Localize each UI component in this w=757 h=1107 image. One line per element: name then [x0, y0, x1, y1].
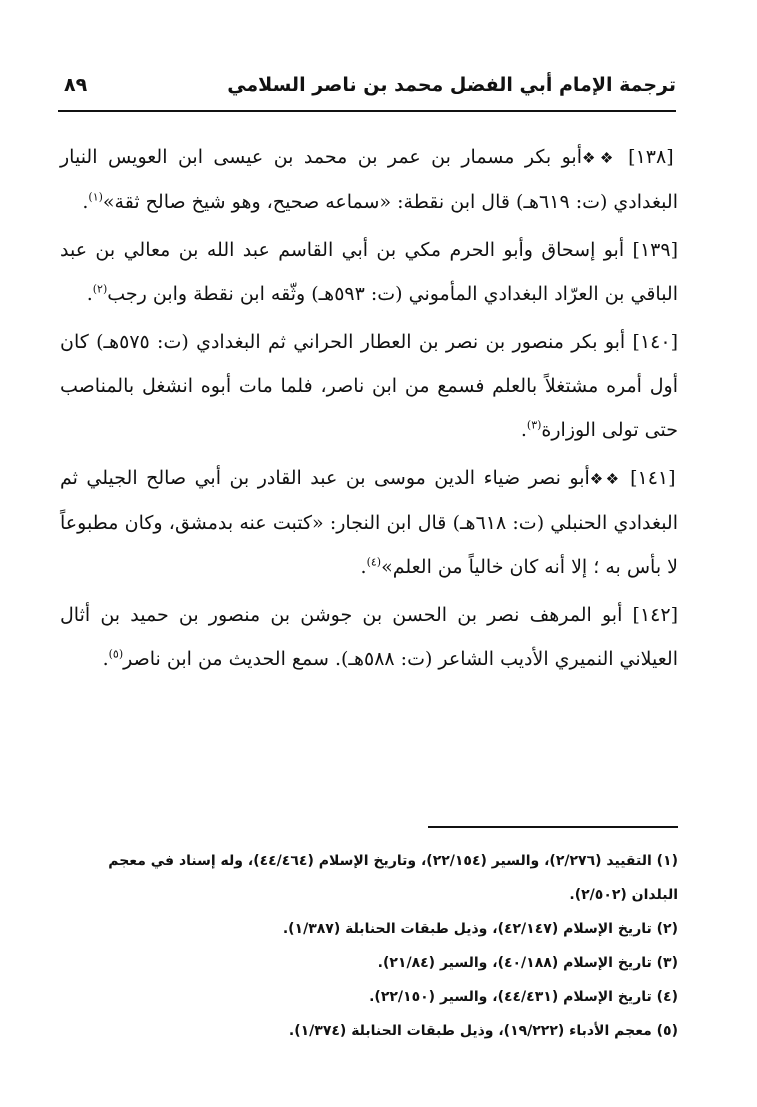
- entry-text: أبو بكر مسمار بن عمر بن محمد بن عيسى ابن العويس النيار البغدادي (ت: ٦١٩هـ) قال ابن نقطة: «سماعه صحيح، وهو شيخ صالح ثقة»: [60, 146, 678, 213]
- footnote-4: (٤) تاريخ الإسلام (٤٤/٤٣١)، والسير (٢٢/١٥٠).: [369, 989, 678, 1005]
- footnote-ref: (٥): [108, 647, 124, 661]
- footnote-ref: (٣): [526, 418, 542, 432]
- entry-140: [60, 320, 678, 452]
- entry-number: [١٤٢]: [632, 604, 679, 626]
- entry-tail: .: [520, 419, 527, 441]
- entry-tail: .: [102, 648, 109, 670]
- footnote-ref: (٢): [92, 282, 108, 296]
- footnote-3: (٣) تاريخ الإسلام (٤٠/١٨٨)، والسير (٢١/٨٤).: [377, 955, 678, 971]
- entry-tail: .: [82, 191, 89, 213]
- entry-number: [١٤١]: [630, 467, 676, 489]
- entry-139: [60, 228, 678, 316]
- footnote-divider: [428, 826, 678, 828]
- entry-141: [60, 456, 678, 589]
- entry-number: [١٤٠]: [632, 331, 678, 353]
- entries-section: [60, 135, 678, 685]
- header-title: ترجمة الإمام أبي الفضل محمد بن ناصر السلامي: [227, 74, 676, 96]
- entry-number: [١٣٨]: [628, 146, 674, 168]
- entry-text: أبو المرهف نصر بن الحسن بن جوشن بن منصور بن حميد بن أثال العيلاني النميري الأديب الشاعر (ت: ٥٨٨هـ). سمع الحديث من ابن ناصر: [60, 604, 678, 670]
- footnote-5: (٥) معجم الأدباء (١٩/٢٢٢)، وذيل طبقات الحنابلة (١/٣٧٤).: [288, 1023, 678, 1039]
- entry-text: أبو بكر منصور بن نصر بن العطار الحراني ثم البغدادي (ت: ٥٧٥هـ) كان أول أمره مشتغلاً بالعلم فسمع من ابن ناصر، فلما مات أبوه انشغل بالمناصب حتى تولى الوزارة: [60, 331, 678, 441]
- page-number: ٨٩: [64, 74, 88, 96]
- running-header: [58, 72, 676, 112]
- entry-number: [١٣٩]: [632, 239, 678, 261]
- entry-text: أبو نصر ضياء الدين موسى بن عبد القادر بن أبي صالح الجيلي ثم البغدادي الحنبلي (ت: ٦١٨هـ) قال ابن النجار: «كتبت عنه بدمشق، وكان مطبوعاً لا بأس به ؛ إلا أنه كان خالياً من العلم»: [60, 467, 678, 578]
- entry-138: [60, 135, 678, 224]
- entry-142: [60, 593, 678, 681]
- diamond-marker: ❖❖: [589, 470, 622, 488]
- entry-text: أبو إسحاق وأبو الحرم مكي بن أبي القاسم عبد الله بن معالي بن عبد الباقي بن العرّاد البغدادي المأموني (ت: ٥٩٣هـ) وثّقه ابن نقطة وابن رجب: [60, 239, 678, 305]
- entry-tail: .: [86, 283, 93, 305]
- footnote-2: (٢) تاريخ الإسلام (٤٢/١٤٧)، وذيل طبقات الحنابلة (١/٣٨٧).: [282, 921, 678, 937]
- footnotes-section: [60, 844, 678, 1048]
- entry-tail: .: [360, 556, 367, 578]
- footnote-ref: (٤): [366, 555, 382, 569]
- footnote-ref: (١): [88, 190, 103, 204]
- diamond-marker: ❖❖: [581, 149, 618, 167]
- footnote-1: (١) التقييد (٢/٢٧٦)، والسير (٢٢/١٥٤)، وتاريخ الإسلام (٤٤/٤٦٤)، وله إسناد في معجم البلدان (٢/٥٠٢).: [108, 853, 678, 903]
